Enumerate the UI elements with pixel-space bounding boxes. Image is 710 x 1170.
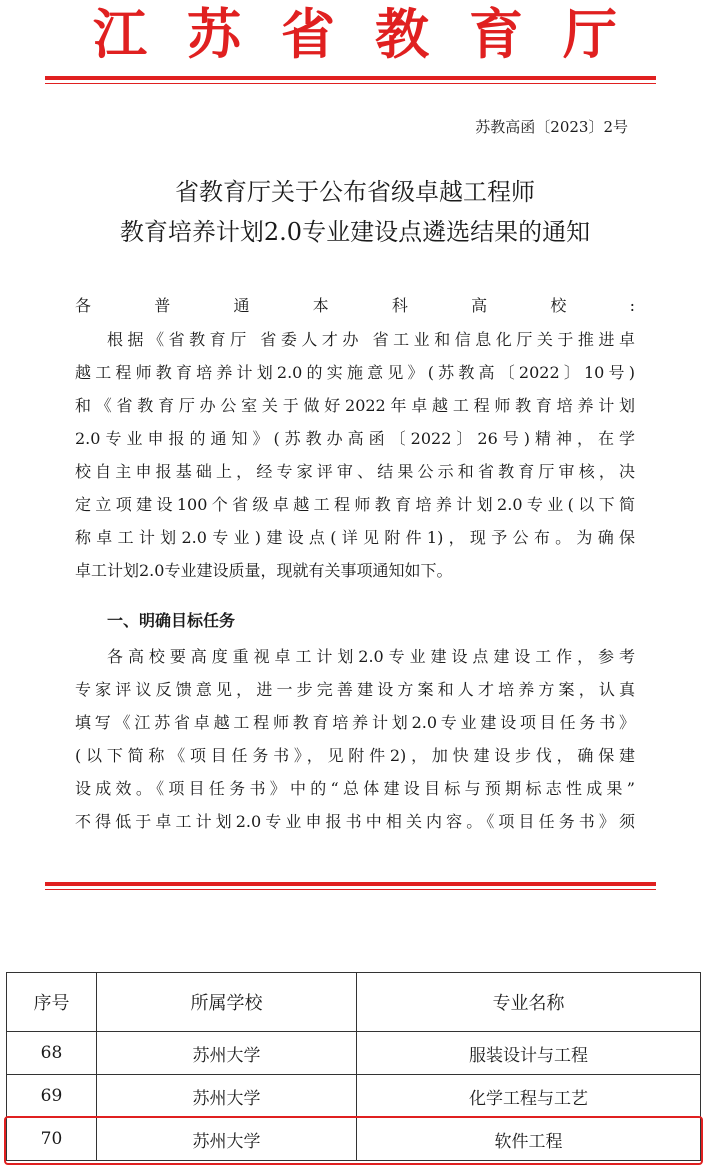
column-header-index: 序号 — [7, 973, 97, 1032]
paragraph-line: 和《省教育厅办公室关于做好2022年卓越工程师教育培养计划 — [75, 396, 635, 415]
notice-title-line-1: 省教育厅关于公布省级卓越工程师 — [175, 178, 535, 206]
paragraph-line: 专家评议反馈意见，进一步完善建设方案和人才培养方案，认真 — [75, 680, 635, 699]
paragraph-line: 不得低于卓工计划2.0专业申报书中相关内容。《项目任务书》须 — [75, 812, 635, 831]
paragraph-line: 卓工计划2.0专业建设质量，现就有关事项通知如下。 — [75, 561, 453, 580]
row-index: 68 — [7, 1032, 97, 1075]
notice-title-line-2: 教育培养计划2.0专业建设点遴选结果的通知 — [119, 218, 591, 246]
paragraph-line: 称卓工计划2.0专业)建设点(详见附件1)，现予公布。为确保 — [75, 528, 635, 547]
row-school: 苏州大学 — [97, 1118, 357, 1161]
column-header-school: 所属学校 — [97, 973, 357, 1032]
section-heading: 一、明确目标任务 — [107, 611, 236, 630]
row-major: 服装设计与工程 — [357, 1032, 701, 1075]
paragraph-line: 2.0专业申报的通知》(苏教办高函〔2022〕26号)精神，在学 — [75, 429, 635, 448]
letterhead-divider-thin — [45, 83, 656, 84]
paragraph-line: (以下简称《项目任务书》，见附件2)，加快建设步伐，确保建 — [75, 746, 635, 765]
page-bottom-divider-thin — [45, 889, 656, 890]
row-school: 苏州大学 — [97, 1032, 357, 1075]
column-header-major: 专业名称 — [357, 973, 701, 1032]
paragraph-line: 填写《江苏省卓越工程师教育培养计划2.0专业建设项目任务书》 — [75, 713, 635, 732]
paragraph-line: 设成效。《项目任务书》中的“总体建设目标与预期标志性成果” — [75, 779, 635, 798]
row-school: 苏州大学 — [97, 1075, 357, 1118]
row-major: 软件工程 — [357, 1118, 701, 1161]
row-index: 69 — [7, 1075, 97, 1118]
row-major: 化学工程与工艺 — [357, 1075, 701, 1118]
paragraph-line: 根据《省教育厅 省委人才办 省工业和信息化厅关于推进卓 — [107, 330, 635, 349]
row-index: 70 — [7, 1118, 97, 1161]
table-row — [7, 1075, 701, 1118]
table-row — [7, 1032, 701, 1075]
letterhead-divider — [45, 76, 656, 80]
table-header-row — [7, 973, 701, 1032]
row-highlight-box — [4, 1116, 703, 1165]
page-bottom-divider — [45, 882, 656, 886]
paragraph-line: 校自主申报基础上，经专家评审、结果公示和省教育厅审核，决 — [75, 462, 635, 481]
letterhead-title: 江苏省教育厅 — [93, 2, 657, 66]
salutation: 各普通本科高校: — [75, 296, 635, 315]
paragraph-line: 定立项建设100个省级卓越工程师教育培养计划2.0专业(以下简 — [75, 495, 635, 514]
document-number: 苏教高函〔2023〕2号 — [475, 118, 628, 136]
paragraph-line: 越工程师教育培养计划2.0的实施意见》(苏教高〔2022〕10号) — [75, 363, 635, 382]
paragraph-line: 各高校要高度重视卓工计划2.0专业建设点建设工作，参考 — [107, 647, 635, 666]
